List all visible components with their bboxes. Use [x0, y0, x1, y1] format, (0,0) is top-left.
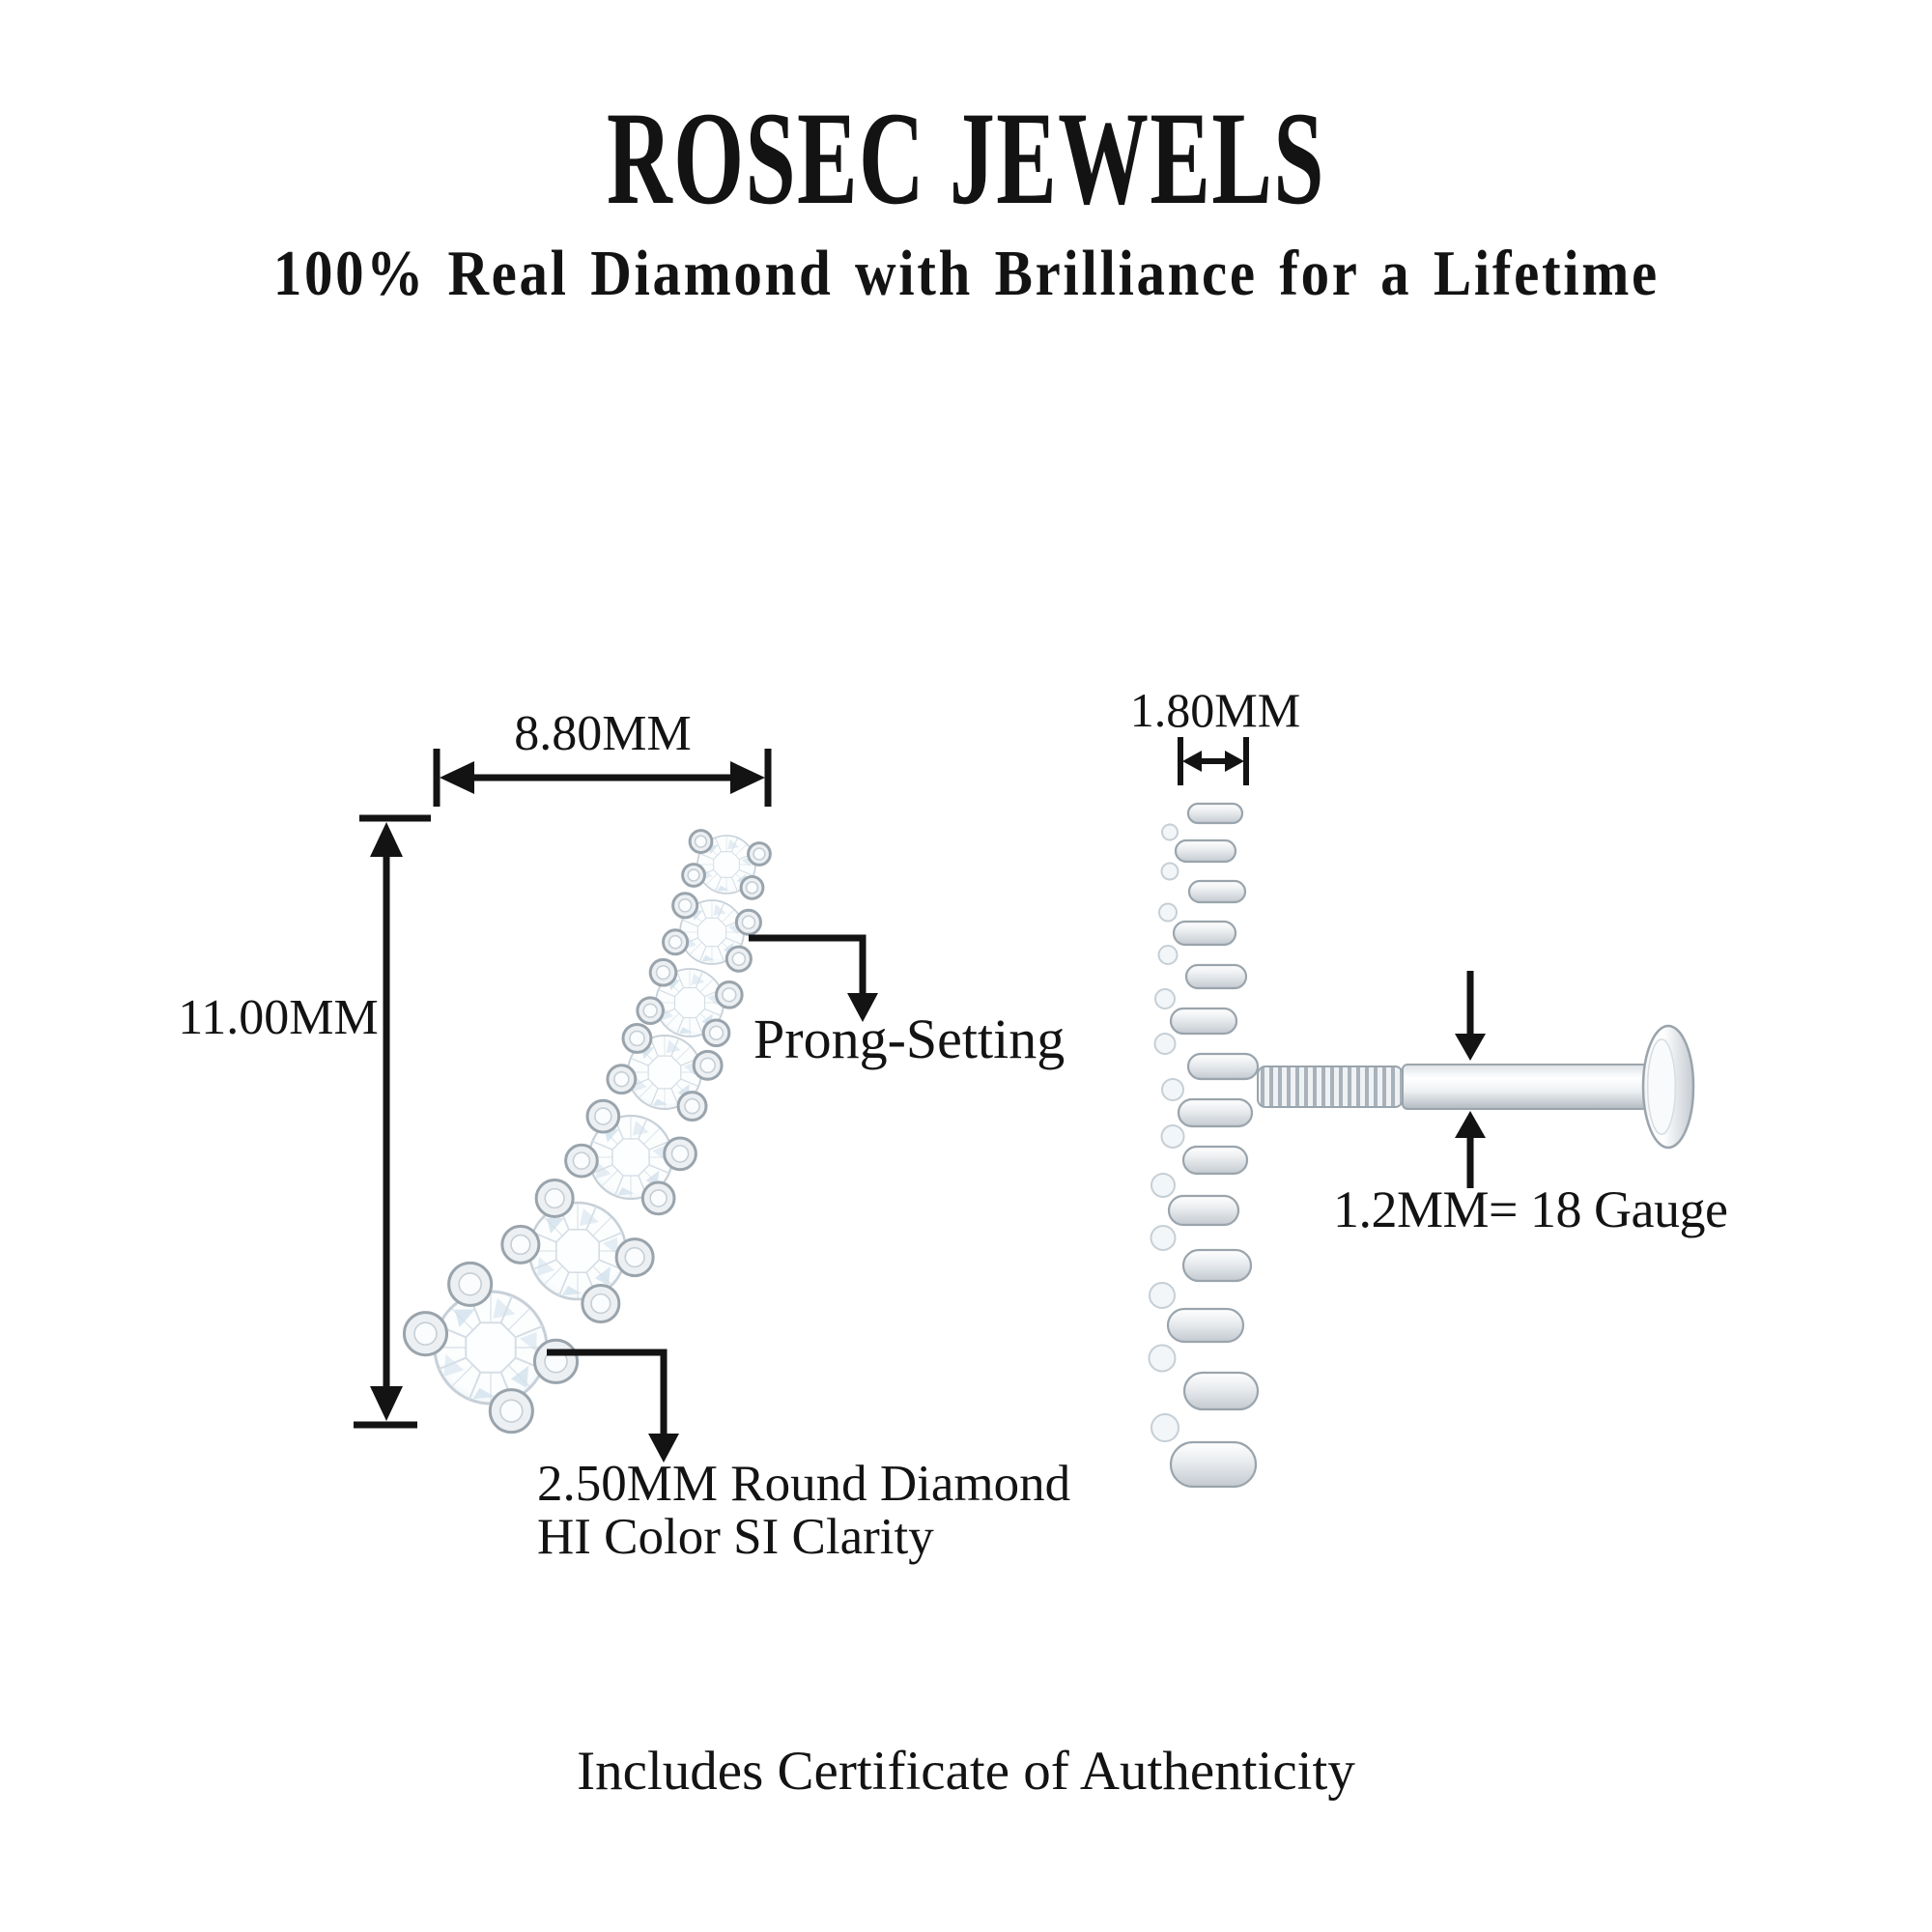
front-height-dimension-label: 11.00MM [178, 990, 379, 1045]
brand-subtitle [0, 238, 1932, 309]
diamond-stone [435, 1292, 547, 1404]
flat-back-disc [1643, 1026, 1693, 1148]
stone-note-line1: 2.50MM Round Diamond [537, 1456, 1071, 1512]
brand-title [0, 84, 1932, 232]
brand-subtitle-text: 100% Real Diamond with Brilliance for a Lifetime [272, 238, 1660, 309]
screw-post [1258, 1065, 1647, 1109]
side-width-dimension [1180, 737, 1246, 785]
side-width-dimension-label: 1.80MM [1129, 683, 1301, 737]
stone-note-line2: HI Color SI Clarity [537, 1509, 934, 1565]
post-gauge-label: 1.2MM= 18 Gauge [1333, 1180, 1728, 1238]
certificate-note: Includes Certificate of Authenticity [577, 1741, 1355, 1802]
brand-title-text: ROSEC JEWELS [607, 84, 1325, 232]
diamond-stone [529, 1203, 626, 1299]
front-width-dimension-label: 8.80MM [514, 706, 692, 761]
ear-climber-side-view [1150, 804, 1259, 1487]
prong-setting-label: Prong-Setting [753, 1008, 1065, 1070]
